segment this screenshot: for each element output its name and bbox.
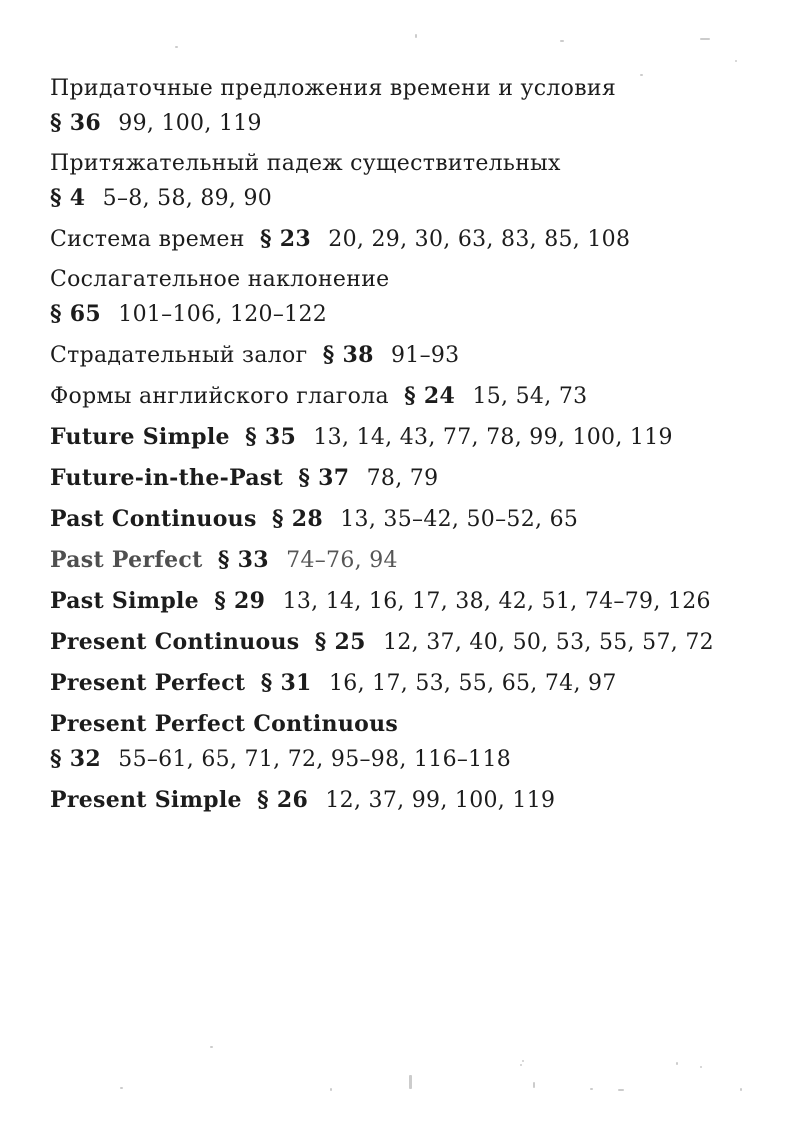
scan-speckle xyxy=(520,1064,522,1066)
scan-speckle xyxy=(700,38,710,40)
index-term: Present Simple xyxy=(50,787,242,813)
index-entry xyxy=(50,379,750,414)
scan-speckle xyxy=(415,34,417,38)
index-entry xyxy=(50,783,750,818)
page-refs: 99, 100, 119 xyxy=(118,111,262,136)
index-term: Present Continuous xyxy=(50,629,300,655)
scan-speckle xyxy=(618,1089,624,1091)
scan-speckle xyxy=(175,46,178,48)
index-term: Past Perfect xyxy=(50,547,203,573)
page-refs: 13, 14, 43, 77, 78, 99, 100, 119 xyxy=(313,425,673,450)
page-refs: 12, 37, 40, 50, 53, 55, 57, 72 xyxy=(383,630,714,655)
section-ref: § 29 xyxy=(214,588,266,614)
index-entry xyxy=(50,461,750,496)
scan-speckle xyxy=(522,1060,524,1062)
section-ref: § 36 xyxy=(50,110,101,136)
index-entry xyxy=(50,420,750,455)
section-ref: § 35 xyxy=(245,424,297,450)
index-term: Сослагательное наклонение xyxy=(50,267,390,292)
section-ref: § 4 xyxy=(50,185,86,211)
scan-speckle xyxy=(740,1088,742,1091)
page-refs: 55–61, 65, 71, 72, 95–98, 116–118 xyxy=(118,747,512,772)
page-refs: 74–76, 94 xyxy=(286,548,398,573)
index-entry xyxy=(50,666,750,701)
index-term: Past Simple xyxy=(50,588,199,614)
section-ref: § 24 xyxy=(404,383,456,409)
index-term: Past Continuous xyxy=(50,506,257,532)
scan-speckle xyxy=(735,60,737,62)
index-content xyxy=(50,72,750,824)
index-term: Future Simple xyxy=(50,424,230,450)
section-ref: § 31 xyxy=(260,670,312,696)
page-refs: 12, 37, 99, 100, 119 xyxy=(325,788,556,813)
section-ref: § 23 xyxy=(260,226,311,252)
index-term: Present Perfect Continuous xyxy=(50,711,399,737)
index-entry xyxy=(50,72,750,141)
index-entry xyxy=(50,263,750,332)
section-ref: § 25 xyxy=(314,629,366,655)
scan-speckle xyxy=(590,1088,593,1090)
scan-speckle xyxy=(330,1088,332,1091)
scan-speckle xyxy=(210,1046,213,1048)
scan-speckle xyxy=(120,1087,123,1089)
scan-speckle xyxy=(676,1062,678,1065)
scan-speckle xyxy=(700,1066,702,1068)
scan-speckle xyxy=(560,40,564,42)
scan-speckle xyxy=(533,1082,535,1088)
index-entry xyxy=(50,338,750,373)
page-refs: 91–93 xyxy=(390,343,460,368)
page-refs: 15, 54, 73 xyxy=(472,384,588,409)
index-entry xyxy=(50,584,750,619)
page-refs: 101–106, 120–122 xyxy=(118,302,328,327)
index-term: Формы английского глагола xyxy=(50,384,389,409)
index-term: Система времен xyxy=(50,227,245,252)
page-refs: 13, 35–42, 50–52, 65 xyxy=(340,507,579,532)
scan-speckle xyxy=(409,1075,412,1089)
index-term: Притяжательный падеж существительных xyxy=(50,151,561,176)
index-entry xyxy=(50,543,750,578)
section-ref: § 28 xyxy=(271,506,323,532)
section-ref: § 38 xyxy=(322,342,374,368)
index-entry xyxy=(50,222,750,257)
section-ref: § 37 xyxy=(298,465,350,491)
section-ref: § 33 xyxy=(217,547,269,573)
section-ref: § 65 xyxy=(50,301,101,327)
page-refs: 13, 14, 16, 17, 38, 42, 51, 74–79, 126 xyxy=(282,589,711,614)
section-ref: § 26 xyxy=(257,787,309,813)
index-term: Страдательный залог xyxy=(50,343,308,368)
index-entry xyxy=(50,625,750,660)
page-refs: 16, 17, 53, 55, 65, 74, 97 xyxy=(328,671,617,696)
section-ref: § 32 xyxy=(50,746,101,772)
index-entry xyxy=(50,147,750,216)
index-term: Придаточные предложения времени и условия xyxy=(50,76,617,101)
page-refs: 5–8, 58, 89, 90 xyxy=(102,186,273,211)
index-entry xyxy=(50,502,750,537)
page-refs: 20, 29, 30, 63, 83, 85, 108 xyxy=(328,227,631,252)
index-entry xyxy=(50,707,750,777)
index-term: Present Perfect xyxy=(50,670,246,696)
page-refs: 78, 79 xyxy=(366,466,439,491)
index-term: Future-in-the-Past xyxy=(50,465,284,491)
